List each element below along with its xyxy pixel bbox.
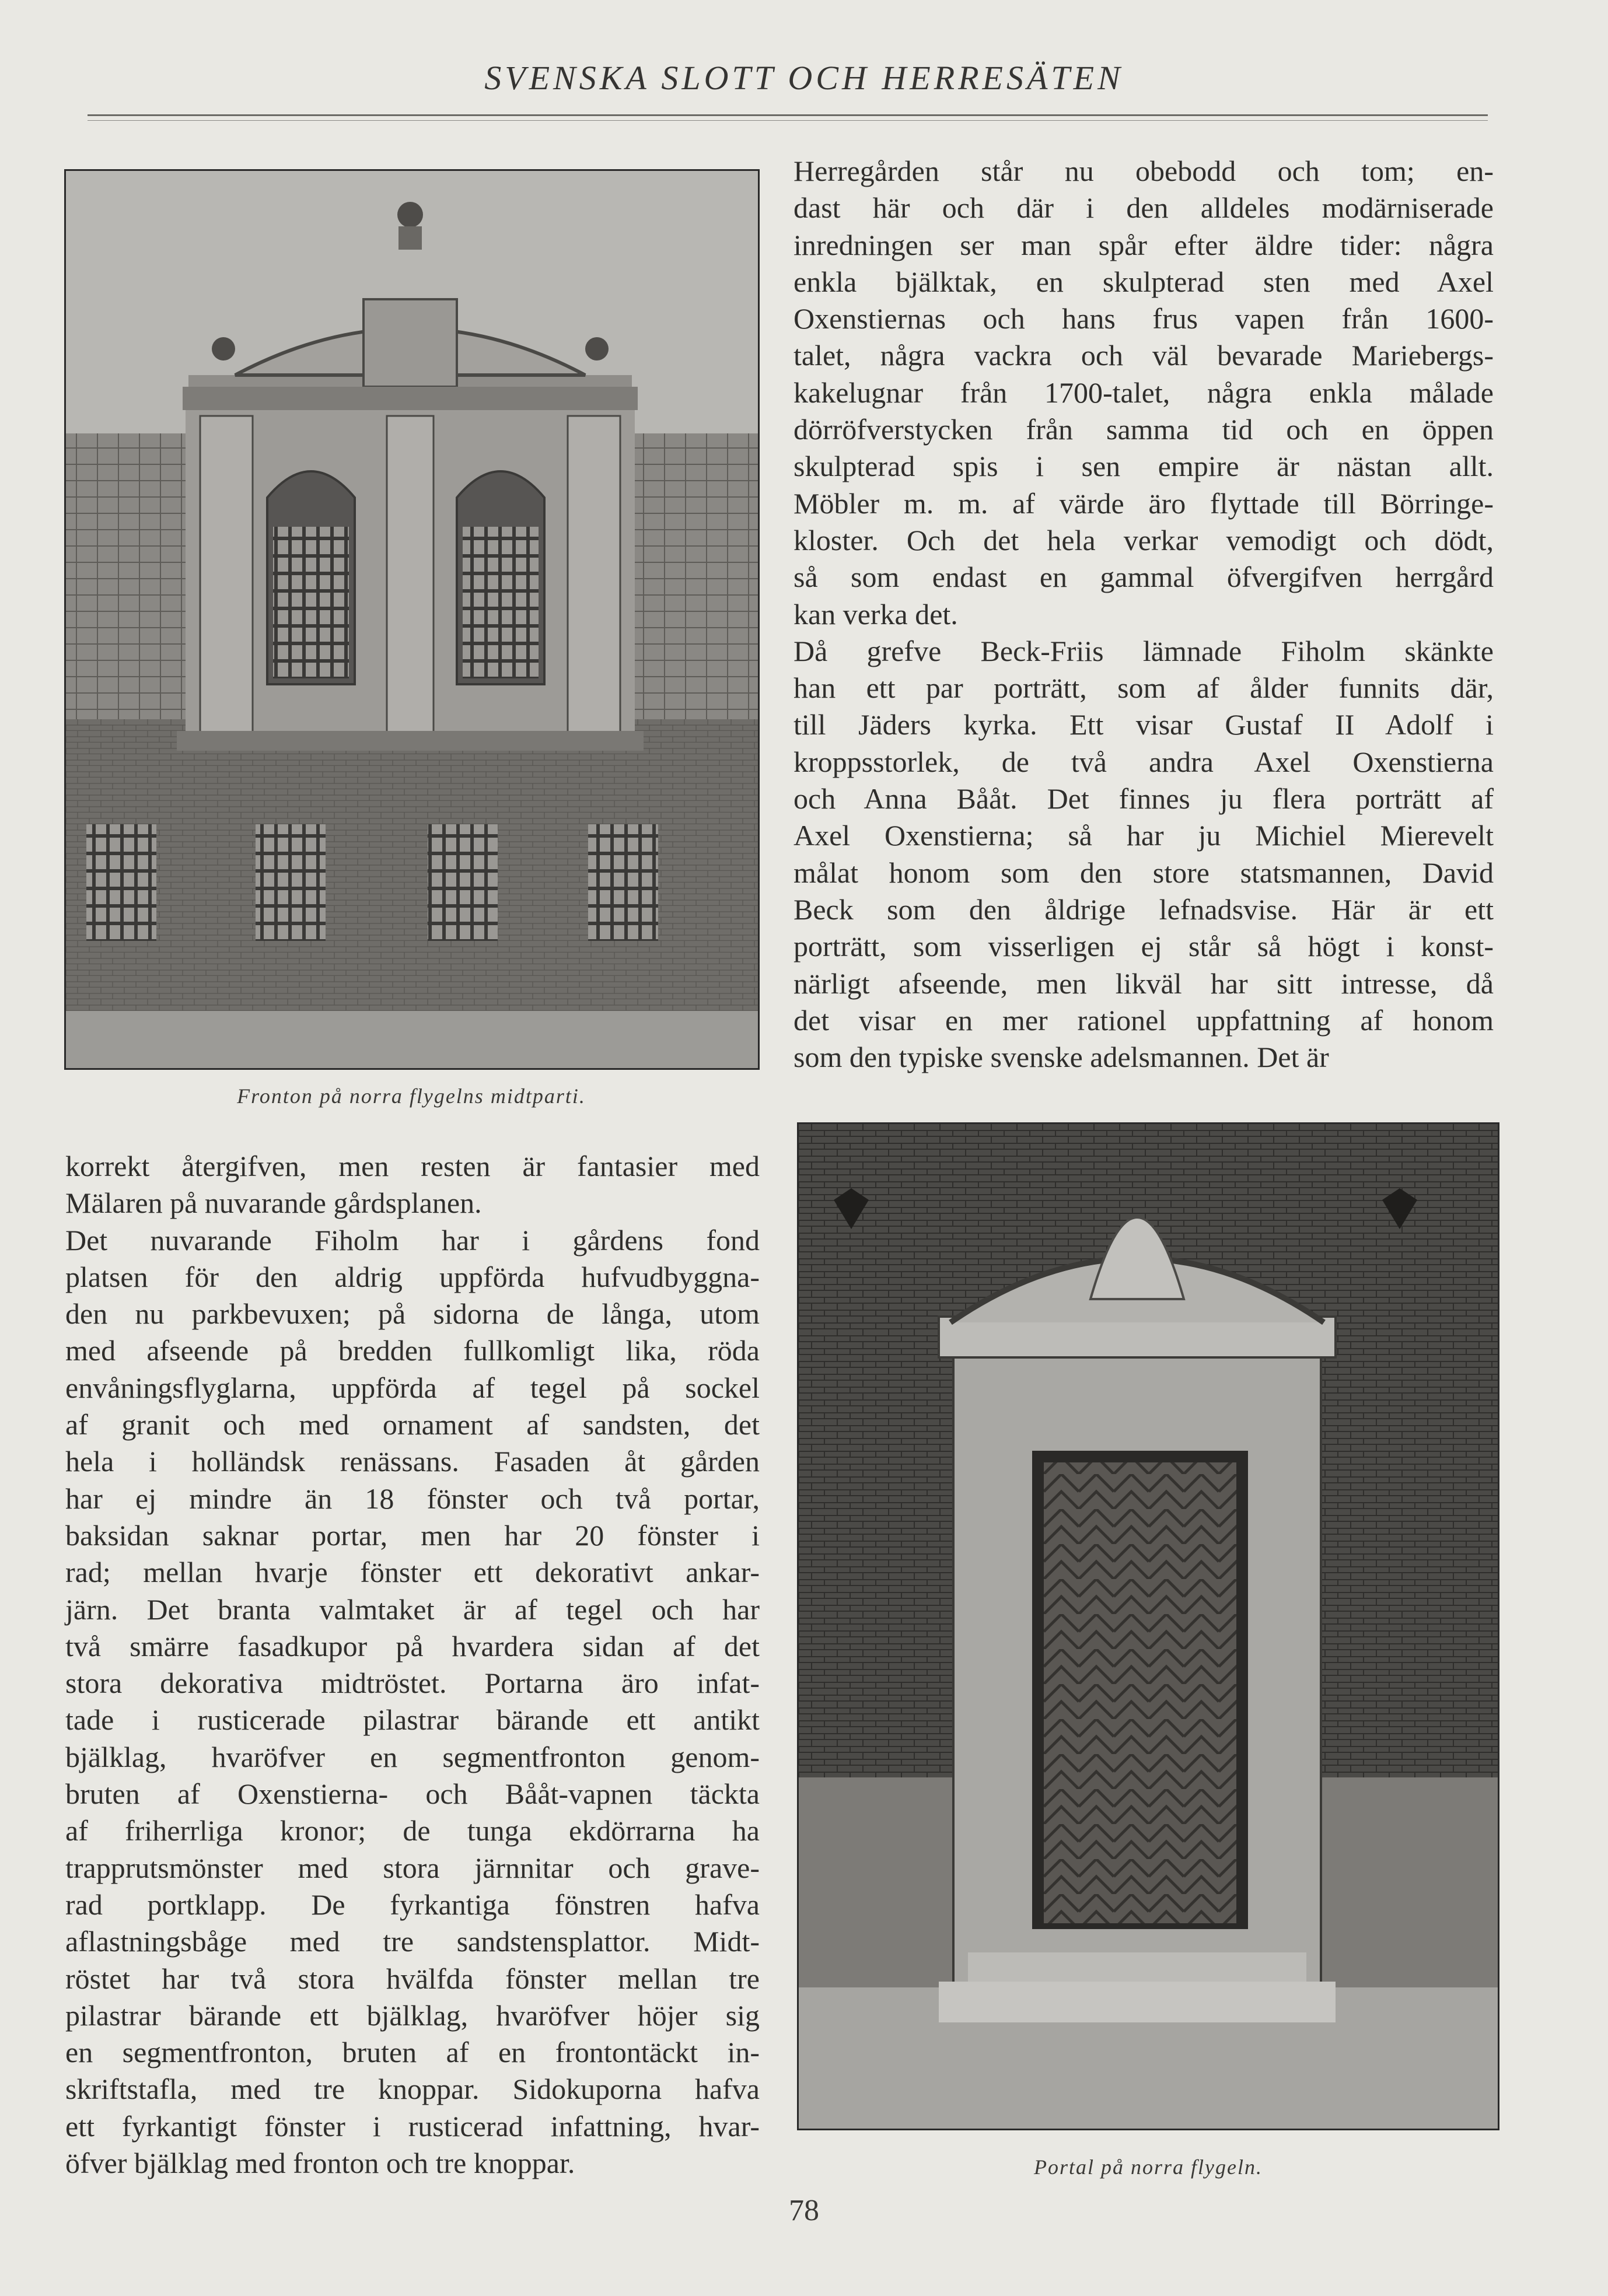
text-line: med afseende på bredden fullkomligt lika, röda bbox=[65, 1334, 760, 1367]
header-rule-thin bbox=[88, 120, 1488, 121]
text-line: målat honom som den store statsmannen, David bbox=[793, 856, 1494, 889]
photo-gable-front bbox=[64, 169, 760, 1070]
text-line: dast här och där i den alldeles modärniserade bbox=[793, 191, 1494, 225]
text-line: baksidan saknar portar, men har 20 fönster i bbox=[65, 1518, 760, 1552]
text-line: två smärre fasadkupor på hvardera sidan af det bbox=[65, 1629, 760, 1662]
text-line: och Anna Bååt. Det finnes ju flera porträtt af bbox=[793, 782, 1494, 816]
text-line: kakelugnar från 1700-talet, några enkla målade bbox=[793, 376, 1494, 409]
text-line: han ett par porträtt, som af ålder funnits där, bbox=[793, 671, 1494, 705]
text-line: envåningsflyglarna, uppförda af tegel på sockel bbox=[65, 1371, 760, 1404]
text-line: en segmentfronton, bruten af en frontontäckt in- bbox=[65, 2036, 760, 2069]
right-column-text bbox=[793, 153, 1494, 1076]
text-line: har ej mindre än 18 fönster och två portar, bbox=[65, 1482, 760, 1515]
text-line: talet, några vackra och väl bevarade Mariebergs- bbox=[793, 339, 1494, 372]
text-line: bjälklag, hvaröfver en segmentfronton genom- bbox=[65, 1740, 760, 1773]
caption-photo-1: Fronton på norra flygelns midtparti. bbox=[237, 1084, 586, 1108]
page-number: 78 bbox=[789, 2194, 819, 2227]
text-line: rad; mellan hvarje fönster ett dekorativt ankar- bbox=[65, 1556, 760, 1589]
text-line: af granit och med ornament af sandsten, det bbox=[65, 1408, 760, 1441]
running-header: SVENSKA SLOTT OCH HERRESÄTEN bbox=[484, 59, 1124, 97]
text-line: till Jäders kyrka. Ett visar Gustaf II Adolf i bbox=[793, 708, 1494, 741]
text-line: Beck som den åldrige lefnadsvise. Här är ett bbox=[793, 892, 1494, 926]
text-line: kan verka det. bbox=[793, 597, 958, 631]
text-line: aflastningsbåge med tre sandstensplattor. Midt- bbox=[65, 1925, 760, 1958]
text-line: skriftstafla, med tre knoppar. Sidokuporna hafva bbox=[65, 2073, 760, 2106]
text-line: inredningen ser man spår efter äldre tider: några bbox=[793, 228, 1494, 261]
text-line: pilastrar bärande ett bjälklag, hvaröfver höjer sig bbox=[65, 1999, 760, 2032]
text-line: kroppsstorlek, de två andra Axel Oxenstierna bbox=[793, 745, 1494, 778]
text-line: stora dekorativa midtröstet. Portarna äro infat- bbox=[65, 1667, 760, 1700]
text-line: närligt afseende, men likväl har sitt intresse, då bbox=[793, 967, 1494, 1000]
text-line: Mälaren på nuvarande gårdsplanen. bbox=[65, 1186, 482, 1220]
text-line: tade i rusticerade pilastrar bärande ett antikt bbox=[65, 1703, 760, 1737]
header-rule bbox=[88, 114, 1488, 116]
text-line: bruten af Oxenstierna- och Bååt-vapnen täckta bbox=[65, 1777, 760, 1811]
text-line: öfver bjälklag med fronton och tre knoppar. bbox=[65, 2147, 575, 2180]
text-line: järn. Det branta valmtaket är af tegel och har bbox=[65, 1592, 760, 1626]
text-line: trapprutsmönster med stora järnnitar och grave- bbox=[65, 1851, 760, 1884]
text-line: Då grefve Beck-Friis lämnade Fiholm skänkte bbox=[793, 634, 1494, 667]
left-column-text bbox=[65, 1148, 760, 2182]
text-line: ett fyrkantigt fönster i rusticerad infattning, hvar- bbox=[65, 2109, 760, 2143]
photo-portal bbox=[797, 1122, 1499, 2130]
text-line: Herregården står nu obebodd och tom; en- bbox=[793, 155, 1494, 187]
text-line: skulpterad spis i sen empire är nästan allt. bbox=[793, 450, 1494, 483]
text-line: röstet har två stora hvälfda fönster mellan tre bbox=[65, 1962, 760, 1995]
text-line: af friherrliga kronor; de tunga ekdörrarna ha bbox=[65, 1814, 760, 1847]
text-line: dörröfverstycken från samma tid och en öppen bbox=[793, 413, 1494, 446]
text-line: så som endast en gammal öfvergifven herrgård bbox=[793, 561, 1494, 594]
text-line: Oxenstiernas och hans frus vapen från 1600- bbox=[793, 302, 1494, 335]
text-line: kloster. Och det hela verkar vemodigt och dödt, bbox=[793, 523, 1494, 556]
text-line: korrekt återgifven, men resten är fantasier med bbox=[65, 1150, 760, 1182]
gable-illustration bbox=[66, 171, 758, 1068]
text-line: Axel Oxenstierna; så har ju Michiel Mierevelt bbox=[793, 819, 1494, 852]
text-line: Det nuvarande Fiholm har i gårdens fond bbox=[65, 1223, 760, 1256]
portal-illustration bbox=[799, 1124, 1498, 2129]
text-line: den nu parkbevuxen; på sidorna de långa, utom bbox=[65, 1297, 760, 1331]
text-line: hela i holländsk renässans. Fasaden åt gården bbox=[65, 1445, 760, 1478]
text-line: porträtt, som visserligen ej står så högt i konst- bbox=[793, 930, 1494, 963]
text-line: Möbler m. m. af värde äro flyttade till Börringe- bbox=[793, 487, 1494, 520]
text-line: platsen för den aldrig uppförda hufvudbyggna- bbox=[65, 1260, 760, 1293]
text-line: som den typiske svenske adelsmannen. Det är bbox=[793, 1041, 1329, 1074]
text-line: rad portklapp. De fyrkantiga fönstren hafva bbox=[65, 1888, 760, 1921]
caption-photo-2: Portal på norra flygeln. bbox=[1034, 2155, 1263, 2179]
text-line: det visar en mer rationel uppfattning af honom bbox=[793, 1003, 1494, 1037]
text-line: enkla bjälktak, en skulpterad sten med Axel bbox=[793, 265, 1494, 298]
